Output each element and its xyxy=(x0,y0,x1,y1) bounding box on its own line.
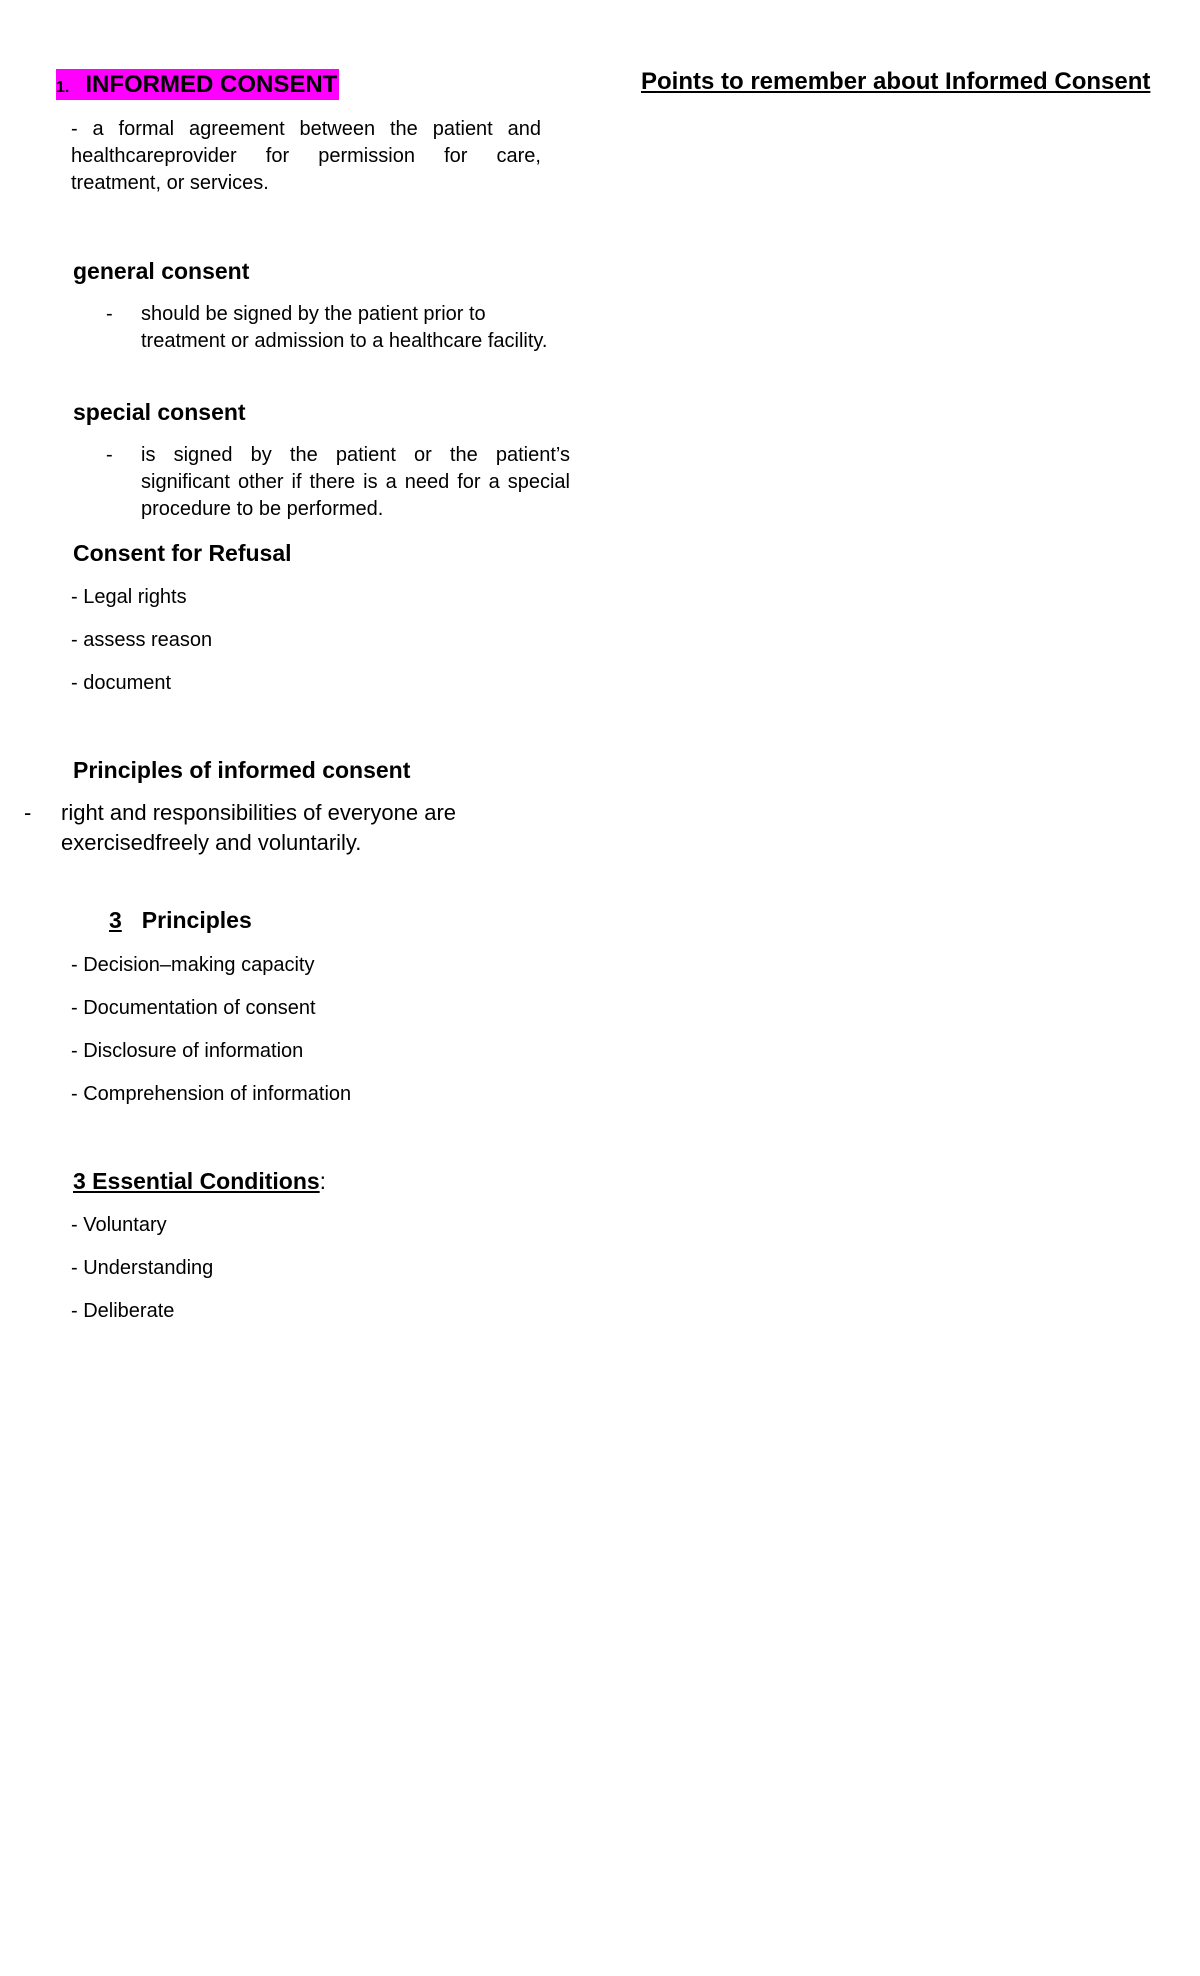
section-title: INFORMED CONSENT xyxy=(85,71,338,98)
special-consent-item xyxy=(106,442,570,523)
essential-conditions-colon: : xyxy=(319,1168,327,1194)
list-item: - document xyxy=(71,672,172,694)
bullet-dash: - xyxy=(106,444,113,466)
general-consent-heading: general consent xyxy=(73,258,250,284)
section-heading xyxy=(56,69,339,100)
list-item: - Legal rights xyxy=(71,586,187,608)
principles-item xyxy=(24,798,524,858)
list-item: - Deliberate xyxy=(71,1300,175,1322)
principles-heading: Principles of informed consent xyxy=(73,757,411,783)
general-consent-text: should be signed by the patient prior to treatment or admission to a healthcare facility. xyxy=(141,303,548,352)
list-item: - Comprehension of information xyxy=(71,1083,352,1105)
definition-text: - a formal agreement between the patient and healthcareprovider for permission for care, treatment, or services. xyxy=(71,118,541,194)
list-item: - Documentation of consent xyxy=(71,997,316,1019)
three-principles-heading xyxy=(109,906,252,934)
essential-conditions-heading xyxy=(73,1167,326,1195)
three-principles-title: Principles xyxy=(141,907,252,933)
essential-conditions-title: 3 Essential Conditions xyxy=(73,1168,320,1194)
list-item: - Voluntary xyxy=(71,1214,167,1236)
special-consent-text: is signed by the patient or the patient’s significant other if there is a need for a special procedure to be performed. xyxy=(141,444,570,520)
points-heading: Points to remember about Informed Consent xyxy=(641,68,1151,95)
section-number: 1. xyxy=(56,79,70,96)
list-item: - assess reason xyxy=(71,629,213,651)
special-consent-heading: special consent xyxy=(73,399,246,425)
refusal-heading: Consent for Refusal xyxy=(73,540,292,566)
bullet-dash: - xyxy=(106,303,113,325)
bullet-dash: - xyxy=(24,800,32,825)
list-item: - Decision–making capacity xyxy=(71,954,315,976)
general-consent-item xyxy=(106,301,570,355)
list-item: - Disclosure of information xyxy=(71,1040,304,1062)
list-item: - Understanding xyxy=(71,1257,214,1279)
principles-text: right and responsibilities of everyone are exercisedfreely and voluntarily. xyxy=(61,800,457,855)
three-principles-number: 3 xyxy=(109,907,122,933)
